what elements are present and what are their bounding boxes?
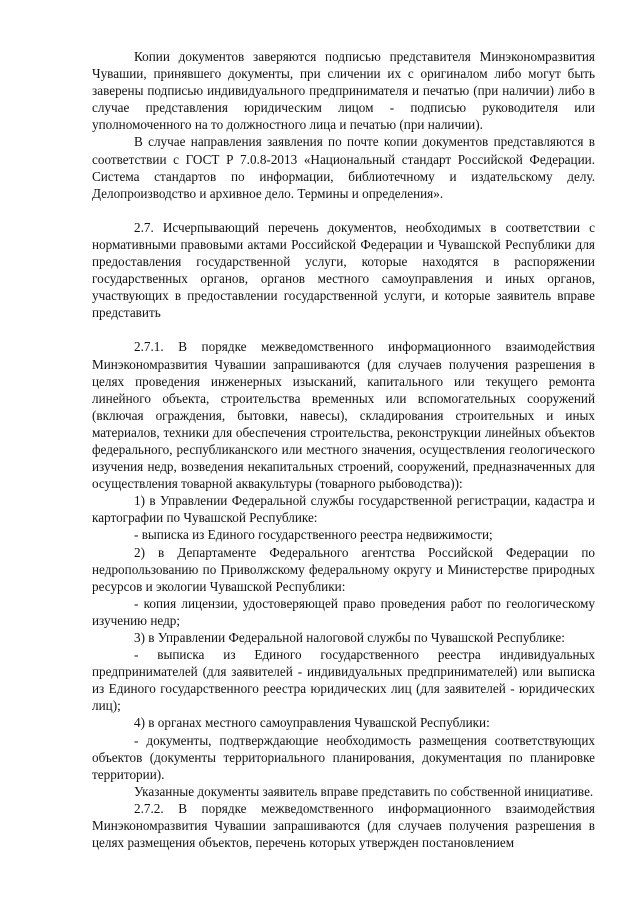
paragraph-copies-certification: Копии документов заверяются подписью представителя Минэкономразвития Чувашии, принявшего документы, при сличении их с оригиналом либо могут быть заверены подписью индивидуального предпринимателя и печатью (при наличии) либо в случае представления юридическим лицом - подписью руководителя или уполномоченного на то должностного лица и печатью (при наличии). (92, 49, 595, 133)
paragraph-spacer (92, 321, 595, 338)
list-item-registry-extracts: - выписка из Единого государственного реестра индивидуальных предпринимателей (для заявителей - индивидуальных предпринимателей) или выписка из Единого государственного реестра юридических лиц (для заявителей - юридических лиц); (92, 647, 595, 714)
paragraph-2-7-1: 2.7.1. В порядке межведомственного информационного взаимодействия Минэкономразвития Чувашии запрашиваются (для случаев получения разрешения в целях проведения инженерных изысканий, капитального или текущего ремонта линейного объекта, строительства временных или вспомогательных сооружений (включая ограждения, бытовки, навесы), складирования строительных и иных материалов, техники для обеспечения строительства, реконструкции линейных объектов федерального, республиканского или местного значения, осуществления геологического изучения недр, возведения некапитальных строений, сооружений, предназначенных для осуществления товарной аквакультуры (товарного рыбоводства)): (92, 339, 595, 492)
section-2-7-heading: 2.7. Исчерпывающий перечень документов, необходимых в соответствии с нормативными правовыми актами Российской Федерации и Чувашской Республики для предоставления государственной услуги, которые находятся в распоряжении государственных органов, органов местного самоуправления и иных органов, участвующих в предоставлении государственной услуги, и которые заявитель вправе представить (92, 219, 595, 321)
paragraph-spacer (92, 202, 595, 219)
list-item-egrn-extract: - выписка из Единого государственного реестра недвижимости; (134, 527, 493, 543)
list-item-license-copy: - копия лицензии, удостоверяющей право проведения работ по геологическому изучению недр; (92, 595, 595, 628)
list-item-rosreestr: 1) в Управлении Федеральной службы государственной регистрации, кадастра и картографии по Чувашской Республике: (92, 493, 595, 526)
paragraph-own-initiative: Указанные документы заявитель вправе представить по собственной инициативе. (134, 783, 594, 799)
list-item-subsoil-department: 2) в Департаменте Федерального агентства Российской Федерации по недропользованию по Приволжскому федеральному округу и Министерстве природных ресурсов и экологии Чувашской Республики: (92, 544, 595, 594)
list-item-planning-documents: - документы, подтверждающие необходимость размещения соответствующих объектов (документы территориального планирования, документация по планировке территории). (92, 732, 595, 782)
paragraph-2-7-2: 2.7.2. В порядке межведомственного информационного взаимодействия Минэкономразвития Чувашии запрашиваются (для случаев получения разрешения в целях размещения объектов, перечень которых утвержден постановлением (92, 800, 595, 851)
list-item-local-government: 4) в органах местного самоуправления Чувашской Республики: (134, 715, 490, 731)
list-item-tax-service: 3) в Управлении Федеральной налоговой службы по Чувашской Республике: (134, 630, 565, 645)
paragraph-postal-submission: В случае направления заявления по почте копии документов представляются в соответствии с ГОСТ Р 7.0.8-2013 «Национальный стандарт Российской Федерации. Система стандартов по информации, библиотечному и издательскому делу. Делопроизводство и архивное дело. Термины и определения». (92, 134, 595, 201)
